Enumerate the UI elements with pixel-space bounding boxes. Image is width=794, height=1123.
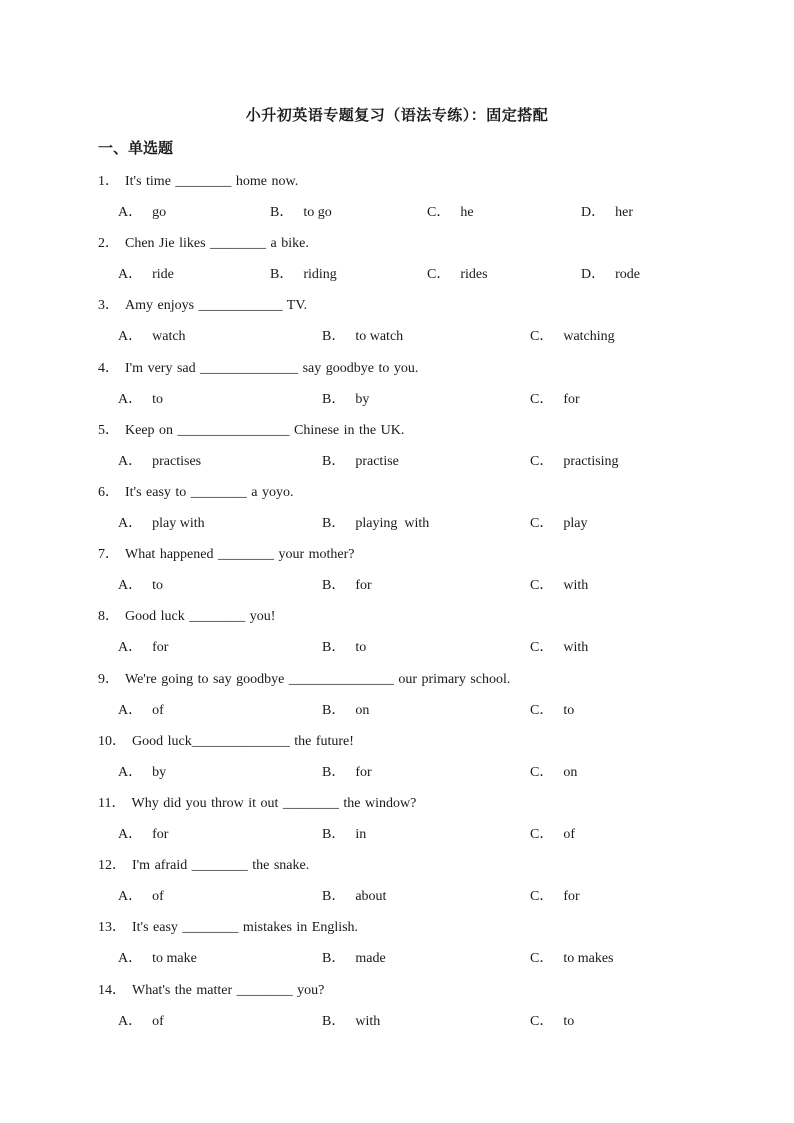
option-letter: C． (530, 951, 554, 967)
answer-option (118, 699, 164, 719)
option-text: ride (152, 267, 174, 283)
option-letter: A． (118, 702, 143, 718)
option-letter: C． (530, 391, 554, 407)
question-text: It's easy ________ mistakes in English. (132, 920, 359, 936)
option-text: to (563, 1013, 575, 1029)
option-text: for (563, 889, 580, 905)
question-stem (98, 605, 275, 625)
question-stem (98, 668, 510, 688)
option-letter: A． (118, 1013, 143, 1029)
answer-option (118, 947, 197, 967)
answer-option (118, 325, 186, 345)
option-letter: C． (530, 889, 554, 905)
option-text: to make (152, 951, 197, 967)
answer-option (118, 1010, 164, 1030)
option-letter: D． (581, 205, 606, 220)
option-letter: D． (581, 267, 606, 283)
question-number: 14． (98, 982, 126, 998)
answer-option (530, 450, 619, 470)
option-letter: A． (118, 951, 143, 967)
question-number: 6． (98, 485, 119, 500)
option-letter: B． (322, 640, 346, 656)
option-letter: A． (118, 453, 143, 469)
answer-option (530, 823, 575, 843)
option-text: go (152, 205, 167, 220)
option-text: to (152, 391, 164, 407)
answer-option (270, 263, 337, 283)
option-letter: C． (427, 267, 451, 283)
answer-option (530, 325, 615, 345)
option-text: of (563, 827, 576, 842)
answer-option (118, 263, 174, 283)
question-stem (98, 419, 404, 439)
option-letter: C． (530, 764, 554, 780)
option-letter: B． (322, 827, 346, 842)
option-text: for (563, 391, 580, 407)
answer-option (530, 388, 580, 408)
option-text: play (563, 516, 588, 531)
answer-option (322, 885, 386, 905)
answer-option (322, 512, 429, 532)
answer-option (581, 201, 633, 221)
option-letter: A． (118, 827, 143, 842)
answer-option (427, 263, 488, 283)
answer-option (530, 761, 577, 781)
option-text: on (563, 764, 578, 780)
question-text: What happened ________ your mother? (125, 547, 355, 563)
option-text: watch (152, 329, 186, 345)
answer-option (322, 1010, 380, 1030)
question-stem (98, 357, 418, 377)
option-text: her (615, 205, 634, 220)
question-number: 7． (98, 547, 119, 563)
option-letter: C． (530, 1013, 554, 1029)
option-letter: B． (322, 391, 346, 407)
option-letter: B． (270, 205, 294, 220)
option-letter: C． (530, 640, 554, 656)
option-text: in (355, 827, 367, 842)
option-letter: A． (118, 640, 143, 656)
option-letter: B． (322, 1013, 346, 1029)
question-stem (98, 543, 355, 563)
question-stem (98, 232, 309, 252)
question-number: 1． (98, 174, 119, 189)
question-stem (98, 916, 358, 936)
option-text: of (152, 889, 164, 905)
option-letter: A． (118, 267, 143, 283)
answer-option (322, 947, 386, 967)
option-text: to go (303, 205, 332, 220)
question-number: 11． (98, 796, 126, 811)
question-text: It's easy to ________ a yoyo. (125, 485, 294, 500)
option-letter: A． (118, 329, 143, 345)
option-text: made (355, 951, 386, 967)
question-stem (98, 792, 416, 812)
answer-option (322, 450, 399, 470)
option-text: to (152, 578, 164, 594)
answer-option (118, 201, 166, 221)
question-number: 3． (98, 298, 119, 314)
question-text: It's time ________ home now. (125, 174, 299, 189)
option-letter: A． (118, 889, 143, 905)
question-number: 2． (98, 236, 119, 252)
question-text: Keep on ________________ Chinese in the UK. (125, 422, 405, 438)
option-text: practising (563, 453, 619, 469)
answer-option (322, 823, 366, 843)
option-text: to (563, 702, 575, 718)
question-text: Amy enjoys ____________ TV. (125, 298, 308, 314)
option-text: he (460, 205, 474, 220)
option-text: playing with (355, 516, 430, 531)
option-letter: C． (530, 827, 554, 842)
question-number: 4． (98, 360, 119, 376)
option-text: play with (152, 516, 205, 531)
option-text: to makes (563, 951, 614, 967)
option-text: by (355, 391, 370, 407)
question-stem (98, 481, 294, 501)
option-letter: A． (118, 578, 143, 594)
option-letter: B． (322, 889, 346, 905)
option-text: with (563, 640, 589, 656)
question-stem (98, 854, 309, 874)
question-text: I'm very sad ______________ say goodbye to you. (125, 360, 419, 376)
option-text: for (355, 764, 372, 780)
answer-option (270, 201, 332, 221)
option-letter: C． (530, 329, 554, 345)
answer-option (118, 636, 168, 656)
question-text: I'm afraid ________ the snake. (132, 858, 310, 874)
option-letter: C． (530, 702, 554, 718)
answer-option (530, 1010, 574, 1030)
option-letter: B． (322, 516, 346, 531)
answer-option (530, 574, 588, 594)
question-stem (98, 294, 307, 314)
question-text: Good luck______________ the future! (132, 733, 354, 749)
option-letter: C． (530, 578, 554, 594)
option-text: practise (355, 453, 399, 469)
option-text: riding (303, 267, 337, 283)
answer-option (118, 761, 166, 781)
question-number: 12． (98, 858, 126, 874)
answer-option (118, 574, 163, 594)
option-letter: C． (530, 516, 554, 531)
option-text: by (152, 764, 167, 780)
answer-option (118, 885, 164, 905)
answer-option (322, 699, 369, 719)
option-letter: B． (322, 329, 346, 345)
option-text: with (355, 1013, 381, 1029)
question-number: 9． (98, 671, 119, 687)
option-text: to watch (355, 329, 404, 345)
option-letter: A． (118, 764, 143, 780)
answer-option (530, 885, 580, 905)
option-letter: A． (118, 391, 143, 407)
option-text: to (355, 640, 367, 656)
answer-option (530, 699, 574, 719)
question-number: 5． (98, 422, 119, 438)
answer-option (322, 325, 403, 345)
question-stem (98, 730, 354, 750)
question-text: Why did you throw it out ________ the window? (131, 796, 417, 811)
answer-option (118, 512, 205, 532)
question-text: Good luck ________ you! (125, 609, 276, 625)
answer-option (118, 388, 163, 408)
option-letter: B． (322, 453, 346, 469)
answer-option (118, 450, 201, 470)
answer-option (322, 388, 369, 408)
question-text: What's the matter ________ you? (132, 982, 325, 998)
answer-option (530, 512, 587, 532)
question-stem (98, 170, 298, 190)
option-text: about (355, 889, 387, 905)
option-letter: B． (322, 702, 346, 718)
option-letter: C． (427, 205, 451, 220)
answer-option (427, 201, 474, 221)
document-title: 小升初英语专题复习（语法专练）：固定搭配 (245, 108, 549, 124)
option-letter: A． (118, 516, 143, 531)
option-text: of (152, 702, 164, 718)
answer-option (322, 761, 372, 781)
question-number: 8． (98, 609, 119, 625)
option-text: for (152, 640, 169, 656)
option-text: rode (615, 267, 641, 283)
option-letter: B． (322, 764, 346, 780)
option-text: practises (152, 453, 202, 469)
question-stem (98, 979, 324, 999)
answer-option (322, 636, 366, 656)
option-letter: A． (118, 205, 143, 220)
answer-option (530, 947, 614, 967)
option-text: of (152, 1013, 164, 1029)
question-number: 10． (98, 733, 126, 749)
option-text: watching (563, 329, 615, 345)
option-text: with (563, 578, 589, 594)
question-text: Chen Jie likes ________ a bike. (125, 236, 309, 252)
option-letter: B． (322, 578, 346, 594)
question-number: 13． (98, 920, 126, 936)
option-text: rides (460, 267, 488, 283)
answer-option (530, 636, 588, 656)
option-letter: B． (322, 951, 346, 967)
answer-option (118, 823, 168, 843)
answer-option (581, 263, 640, 283)
option-text: for (355, 578, 372, 594)
option-text: for (152, 827, 169, 842)
option-letter: C． (530, 453, 554, 469)
answer-option (322, 574, 372, 594)
option-text: on (355, 702, 370, 718)
option-letter: B． (270, 267, 294, 283)
question-text: We're going to say goodbye _______________ our primary school. (125, 671, 511, 687)
section-title: 一、单选题 (98, 141, 174, 157)
